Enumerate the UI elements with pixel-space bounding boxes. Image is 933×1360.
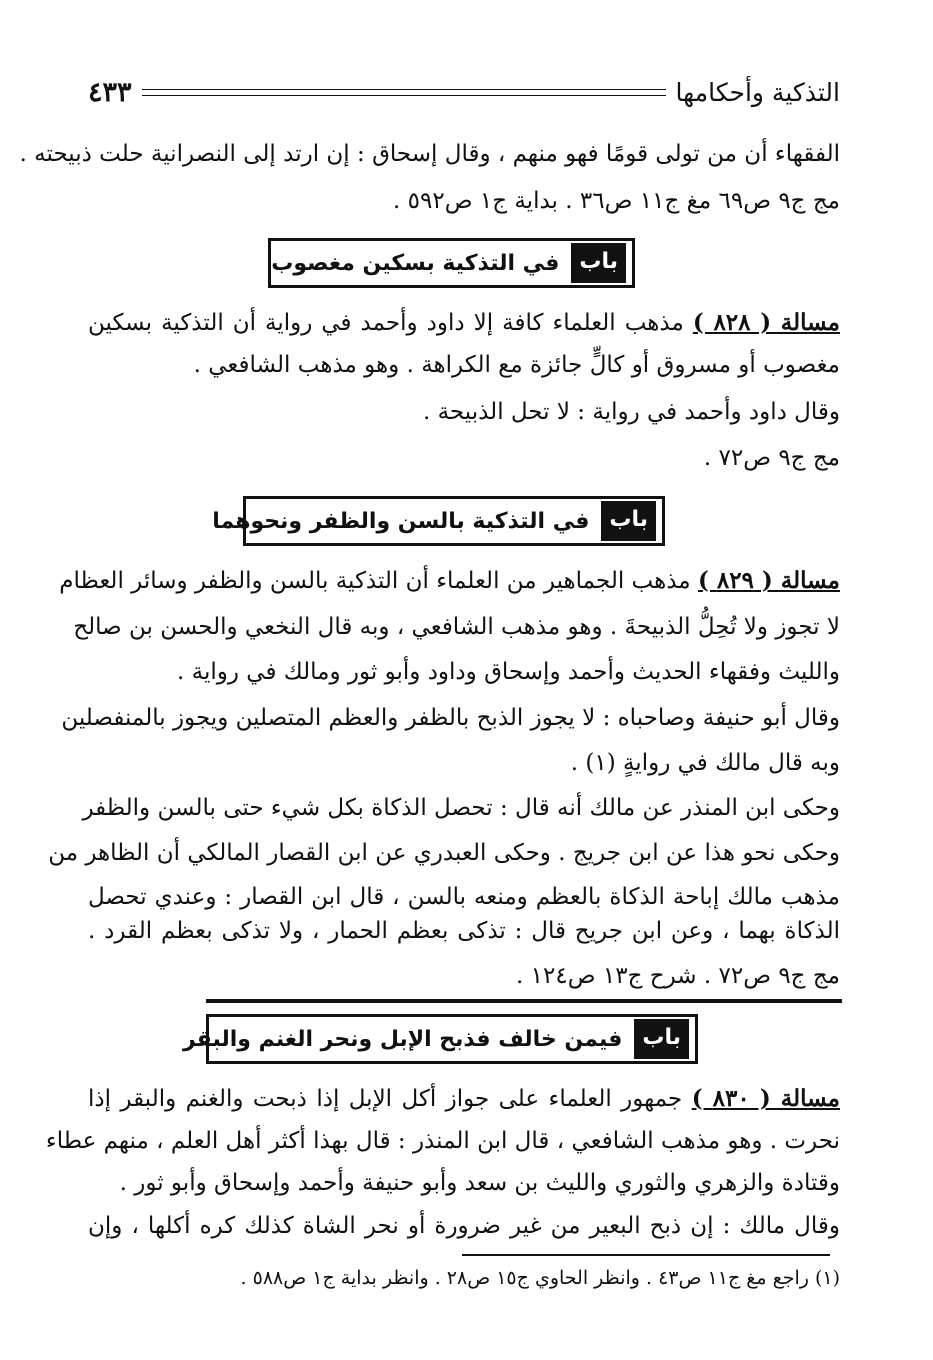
text-line: لا تجوز ولا تُحِلُّ الذبيحةَ . وهو مذهب الشافعي ، وبه قال النخعي والحسن بن صالح [73,614,840,640]
text-line: والليث وفقهاء الحديث وأحمد وإسحاق وداود وأبو ثور ومالك في رواية . [177,659,840,685]
page-number: ٤٣٣ [88,76,132,108]
text-line: وبه قال مالك في روايةٍ (١) . [570,750,840,776]
issue-number: مسالة ( ٨٢٨ ) [692,309,840,336]
chapter-title: في التذكية بسكين مغصوب [271,250,560,276]
text-line: وحكى نحو هذا عن ابن جريج . وحكى العبدري عن ابن القصار المالكي أن الظاهر من [48,840,840,866]
text-span: مذهب الجماهير من العلماء أن التذكية بالسن والظفر وسائر العظام [59,568,691,594]
reference-line: مج ج٩ ص٧٢ . شرح ج١٣ ص١٢٤ . [516,963,840,989]
header-rule [142,89,666,96]
chapter-label: باب [571,243,626,283]
text-line [88,305,840,341]
chapter-label: باب [601,501,656,541]
chapter-title: في التذكية بالسن والظفر ونحوهما [212,508,590,534]
issue-number: مسالة ( ٨٣٠ ) [691,1085,840,1112]
chapter-label: باب [634,1019,689,1059]
chapter-heading [182,1014,698,1064]
text-line: وقال أبو حنيفة وصاحباه : لا يجوز الذبح بالظفر والعظم المتصلين ويجوز بالمنفصلين [61,705,840,731]
chapter-heading [268,238,635,288]
text-line: وحكى ابن المنذر عن مالك أنه قال : تحصل الذكاة بكل شيء حتى بالسن والظفر [82,795,840,821]
text-span: جمهور العلماء على جواز أكل الإبل إذا ذبحت والغنم والبقر إذا [88,1086,683,1112]
chapter-heading [212,496,665,546]
text-line [88,1081,840,1117]
text-span: مذهب العلماء كافة إلا داود وأحمد في رواية أن التذكية بسكين [88,310,684,336]
text-line [59,563,840,599]
text-line: الذكاة بهما ، وعن ابن جريح قال : تذكى بعظم الحمار ، ولا تذكى بعظم القرد . [88,918,840,944]
chapter-title: فيمن خالف فذبح الإبل ونحر الغنم والبقر [182,1026,623,1052]
text-line: مذهب مالك إباحة الذكاة بالعظم ومنعه بالسن ، قال ابن القصار : وعندي تحصل [88,884,840,910]
text-line: وقتادة والزهري والثوري والليث بن سعد وأبو حنيفة وأحمد وإسحاق وأبو ثور . [119,1170,840,1196]
text-line: وقال داود وأحمد في رواية : لا تحل الذبيحة . [422,399,840,425]
running-header [88,74,840,110]
issue-number: مسالة ( ٨٢٩ ) [697,567,840,594]
footnote: (١) راجع مغ ج١١ ص٤٣ . وانظر الحاوي ج١٥ ص٢٨ . وانظر بداية ج١ ص٥٨٨ . [240,1267,840,1289]
text-line: نحرت . وهو مذهب الشافعي ، قال ابن المنذر : قال بهذا أكثر أهل العلم ، منهم عطاء [45,1128,840,1154]
footnote-rule [462,1254,830,1256]
reference-line: مج ج٩ ص٦٩ مغ ج١١ ص٣٦ . بداية ج١ ص٥٩٢ . [393,188,840,214]
text-line: مغصوب أو مسروق أو كالٍّ جائزة مع الكراهة . وهو مذهب الشافعي . [193,352,840,378]
text-line: الفقهاء أن من تولى قومًا فهو منهم ، وقال إسحاق : إن ارتد إلى النصرانية حلت ذبيحته . [19,141,840,167]
running-title: التذكية وأحكامها [675,77,840,107]
reference-line: مج ج٩ ص٧٢ . [703,445,840,471]
section-separator [206,999,842,1003]
text-line: وقال مالك : إن ذبح البعير من غير ضرورة أو نحر الشاة كذلك كره أكلها ، وإن [88,1213,840,1239]
